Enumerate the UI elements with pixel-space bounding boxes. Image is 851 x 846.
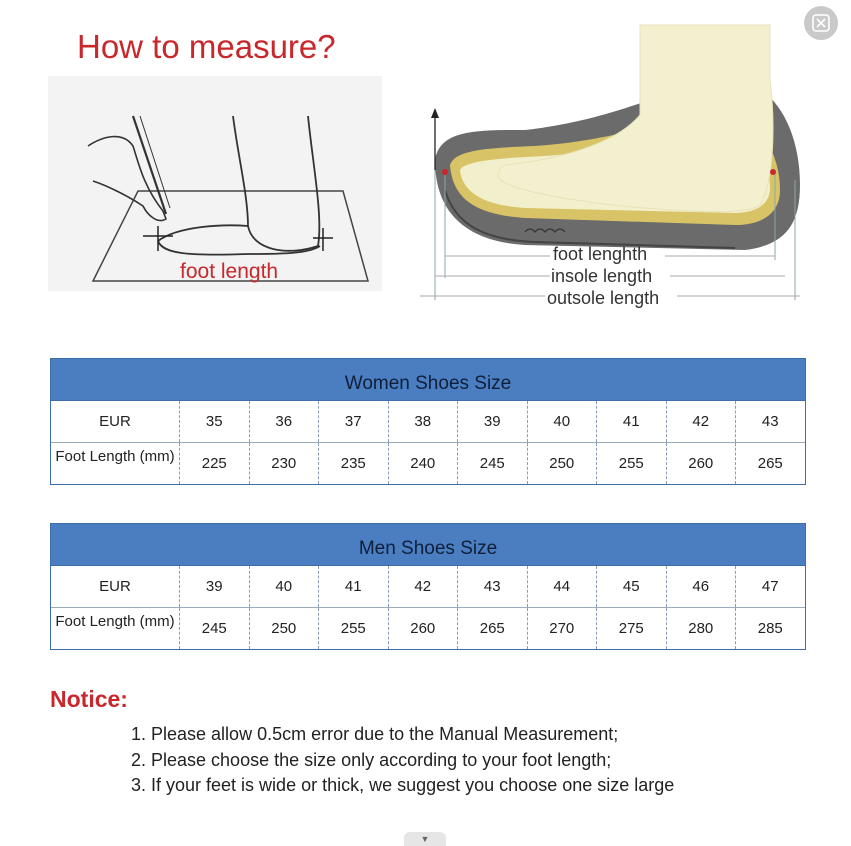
list-item: 1. Please allow 0.5cm error due to the Manual Measurement;	[131, 724, 619, 744]
table-row	[51, 566, 805, 607]
table-cell: 240	[388, 443, 458, 484]
table-cell: 43	[735, 401, 805, 442]
row-label: Foot Length (mm)	[55, 613, 175, 630]
table-cell: 36	[249, 401, 319, 442]
table-cell: 47	[735, 566, 805, 607]
foot-length-label: foot length	[180, 260, 279, 283]
table-cell: 255	[596, 443, 666, 484]
table-cell: 245	[179, 608, 249, 649]
women-table-title: Women Shoes Size	[51, 359, 805, 401]
table-cell: 235	[318, 443, 388, 484]
outsole-length-label: outsole length	[547, 288, 660, 308]
table-cell: 270	[527, 608, 597, 649]
notice-list	[131, 722, 674, 799]
table-cell: 260	[388, 608, 458, 649]
table-cell: 42	[388, 566, 458, 607]
chevron-down-icon: ▼	[420, 834, 430, 844]
table-cell: 38	[388, 401, 458, 442]
shoe-section-illustration	[415, 20, 805, 310]
table-cell: 245	[457, 443, 527, 484]
foot-measure-drawing	[48, 76, 382, 291]
table-cell: 39	[457, 401, 527, 442]
page-title: How to measure?	[77, 28, 336, 65]
table-cell: 41	[318, 566, 388, 607]
table-cell: 250	[249, 608, 319, 649]
list-item: 3. If your feet is wide or thick, we suggest you choose one size large	[131, 775, 675, 795]
table-row	[51, 401, 805, 442]
table-cell: 45	[596, 566, 666, 607]
table-cell: 225	[179, 443, 249, 484]
men-table-title: Men Shoes Size	[51, 524, 805, 566]
table-row	[51, 607, 805, 649]
table-cell: 46	[666, 566, 736, 607]
table-cell: 230	[249, 443, 319, 484]
list-item: 2. Please choose the size only according to your foot length;	[131, 749, 612, 770]
table-cell: 43	[457, 566, 527, 607]
table-cell: 265	[457, 608, 527, 649]
insole-length-label: insole length	[551, 266, 653, 286]
women-size-table	[50, 358, 806, 485]
row-label: EUR	[99, 577, 131, 595]
table-cell: 39	[179, 566, 249, 607]
table-cell: 285	[735, 608, 805, 649]
close-image-icon	[811, 13, 831, 33]
table-cell: 280	[666, 608, 736, 649]
table-cell: 37	[318, 401, 388, 442]
scroll-down-button[interactable]	[404, 832, 446, 846]
table-cell: 275	[596, 608, 666, 649]
row-label: EUR	[99, 412, 131, 430]
table-cell: 40	[527, 401, 597, 442]
table-cell: 255	[318, 608, 388, 649]
row-label: Foot Length (mm)	[55, 448, 175, 465]
notice-title: Notice:	[50, 686, 128, 712]
table-cell: 265	[735, 443, 805, 484]
table-cell: 44	[527, 566, 597, 607]
table-cell: 35	[179, 401, 249, 442]
shoe-section-drawing	[415, 20, 805, 310]
men-size-table	[50, 523, 806, 650]
measure-foot-illustration	[48, 76, 382, 291]
table-row	[51, 442, 805, 484]
foot-length-label-2: foot lenghth	[553, 244, 648, 264]
close-button[interactable]	[804, 6, 838, 40]
table-cell: 250	[527, 443, 597, 484]
table-cell: 40	[249, 566, 319, 607]
table-cell: 41	[596, 401, 666, 442]
table-cell: 260	[666, 443, 736, 484]
table-cell: 42	[666, 401, 736, 442]
